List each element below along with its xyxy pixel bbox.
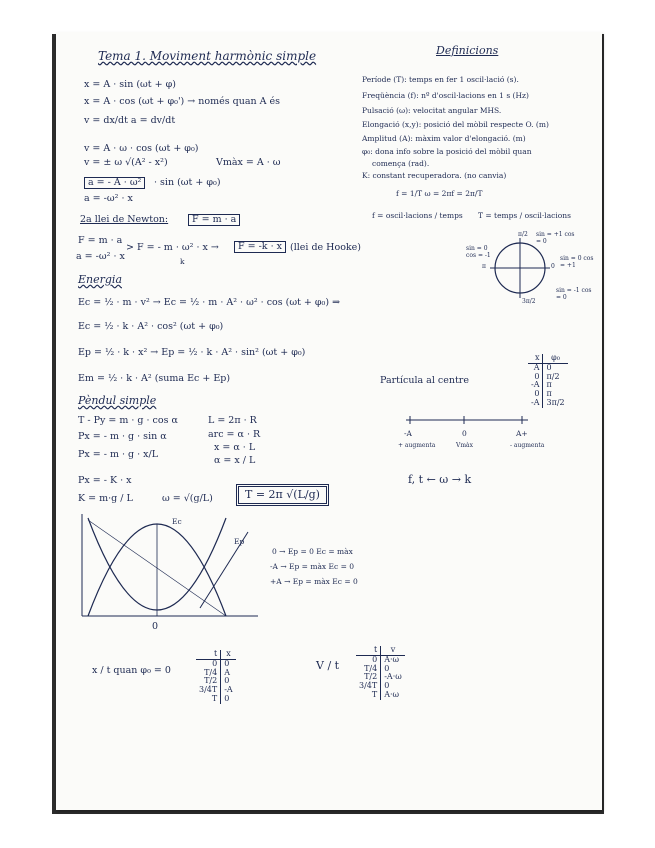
period-definition: T = temps / oscil·lacions (478, 211, 571, 220)
table-row: A 0 (528, 363, 568, 372)
energy-case: +A → Ep = màx Ec = 0 (270, 577, 358, 586)
omega-formula: ω = √(g/L) (162, 493, 213, 504)
definition-item: φ₀: dona info sobre la posició del mòbil quan (362, 147, 532, 156)
table-row: -A π (528, 381, 568, 390)
pendulum-eq: K = m·g / L (78, 493, 133, 504)
newton-heading: 2a llei de Newton: (80, 214, 169, 225)
axis-label: 0 (462, 429, 467, 438)
energy-ec2: Ec = ½ · k · A² · cos² (ωt + φ₀) (78, 321, 224, 332)
definitions-heading: Definicions (436, 44, 499, 57)
pendulum-eq: Px = - m · g · x/L (78, 449, 159, 460)
energy-case: 0 → Ep = 0 Ec = màx (272, 547, 353, 556)
axis-note: Vmàx (456, 442, 473, 449)
equation: a = -ω² · x (84, 193, 133, 204)
equation: x = A · cos (ωt + φ₀') → només quan A és (84, 96, 281, 107)
xt-label: x / t quan φ₀ = 0 (92, 665, 171, 676)
pendulum-side: arc = α · R (208, 429, 261, 440)
unit-circle (490, 238, 550, 298)
xt-table: t x 0 0 T/4 A T/2 0 3/4T -A T 0 (196, 650, 236, 704)
pendulum-eq: T - Py = m · g · cos α (78, 415, 178, 426)
table-row: -A 3π/2 (528, 399, 568, 408)
circle-top-label: π/2 (518, 231, 528, 238)
particle-table: x φ₀ A 0 0 π/2 -A π 0 π -A 3π/2 (528, 354, 568, 408)
axis-label: A+ (516, 429, 528, 438)
frequency-formula: f = 1/T ω = 2πf = 2π/T (396, 189, 483, 198)
pendulum-side: x = α · L (214, 442, 256, 453)
equation: v = dx/dt a = dv/dt (84, 115, 176, 126)
energy-graph (80, 512, 260, 622)
hooke-note: (llei de Hooke) (290, 242, 361, 253)
table-row: T/2 -A·ω (356, 673, 405, 682)
graph-ep-label: Ep (234, 537, 245, 546)
pendulum-heading: Pèndul simple (78, 394, 157, 407)
pendulum-eq: Px = - K · x (78, 475, 132, 486)
definition-item: Pulsació (ω): velocitat angular MHS. (362, 106, 502, 115)
pendulum-side: α = x / L (214, 455, 256, 466)
table-row: T 0 (196, 695, 236, 704)
circle-left-note: sin = 0 cos = -1 (466, 245, 491, 259)
definition-item: K: constant recuperadora. (no canvia) (362, 171, 507, 180)
circle-bottom-note: sin = -1 cos = 0 (556, 287, 592, 301)
newton-derivation: > F = - m · ω² · x → (126, 242, 219, 253)
axis-label: -A (404, 429, 412, 438)
vt-table: t v 0 A·ω T/4 0 T/2 -A·ω 3/4T 0 T A·ω (356, 646, 405, 700)
equation: Vmàx = A · ω (216, 157, 281, 168)
definition-item: Amplitud (A): màxim valor d'elongació. (m) (362, 134, 526, 143)
table-row: 3/4T -A (196, 686, 236, 695)
energy-ep: Ep = ½ · k · x² → Ep = ½ · k · A² · sin² (ωt + φ₀) (78, 347, 306, 358)
axis-note: + augmenta (398, 442, 436, 449)
table-row: 0 A·ω (356, 655, 405, 664)
newton-boxed: F = m · a (188, 214, 240, 226)
graph-ec-label: Ec (172, 517, 182, 526)
axis-note: - augmenta (510, 442, 545, 449)
frequency-definition: f = oscil·lacions / temps (372, 211, 463, 220)
table-row: 0 0 (196, 659, 236, 668)
displacement-axis (402, 410, 532, 430)
page-title: Tema 1. Moviment harmònic simple (98, 49, 317, 63)
energy-heading: Energia (78, 273, 122, 286)
table-row: T/2 0 (196, 677, 236, 686)
vt-label: V / t (316, 659, 340, 672)
period-boxed: T = 2π √(L/g) (236, 484, 329, 506)
pendulum-side: L = 2π · R (208, 415, 257, 426)
table-row: T A·ω (356, 691, 405, 700)
table-row: 3/4T 0 (356, 682, 405, 691)
circle-left-label: π (482, 263, 486, 270)
equation: v = ± ω √(A² - x²) (84, 157, 168, 168)
definition-item: comença (rad). (372, 159, 430, 168)
equation-boxed: a = - A · ω² (84, 177, 145, 189)
omega-relation: f, t ← ω → k (408, 473, 472, 486)
table-row: T/4 0 (356, 665, 405, 674)
equation: · sin (ωt + φ₀) (154, 177, 221, 188)
table-row: 0 π/2 (528, 373, 568, 382)
equation: v = A · ω · cos (ωt + φ₀) (84, 143, 199, 154)
definition-item: Elongació (x,y): posició del mòbil respecte O. (m) (362, 120, 549, 129)
energy-em: Em = ½ · k · A² (suma Ec + Ep) (78, 373, 231, 384)
graph-origin-label: 0 (152, 621, 159, 632)
energy-ec: Ec = ½ · m · v² → Ec = ½ · m · A² · ω² · cos (ωt + φ₀) ⇒ (78, 297, 341, 308)
circle-top-note: sin = +1 cos = 0 (536, 231, 575, 245)
circle-right-note: sin = 0 cos = +1 (560, 255, 594, 269)
definition-item: Període (T): temps en fer 1 oscil·lació (s). (362, 75, 519, 84)
energy-case: -A → Ep = màx Ec = 0 (270, 562, 355, 571)
equation: x = A · sin (ωt + φ) (84, 79, 176, 90)
hooke-boxed: F = -k · x (234, 241, 286, 253)
definition-item: Freqüència (f): nº d'oscil·lacions en 1 s (Hz) (362, 91, 529, 100)
newton-line: a = -ω² · x (76, 251, 125, 262)
newton-line: F = m · a (78, 235, 123, 246)
circle-bottom-label: 3π/2 (522, 298, 536, 305)
pendulum-eq: Px = - m · g · sin α (78, 431, 167, 442)
table-row: 0 π (528, 390, 568, 399)
table-row: T/4 A (196, 669, 236, 678)
k-label: k (180, 257, 185, 266)
circle-right-label: 0 (551, 263, 555, 270)
particle-heading: Partícula al centre (380, 375, 469, 386)
